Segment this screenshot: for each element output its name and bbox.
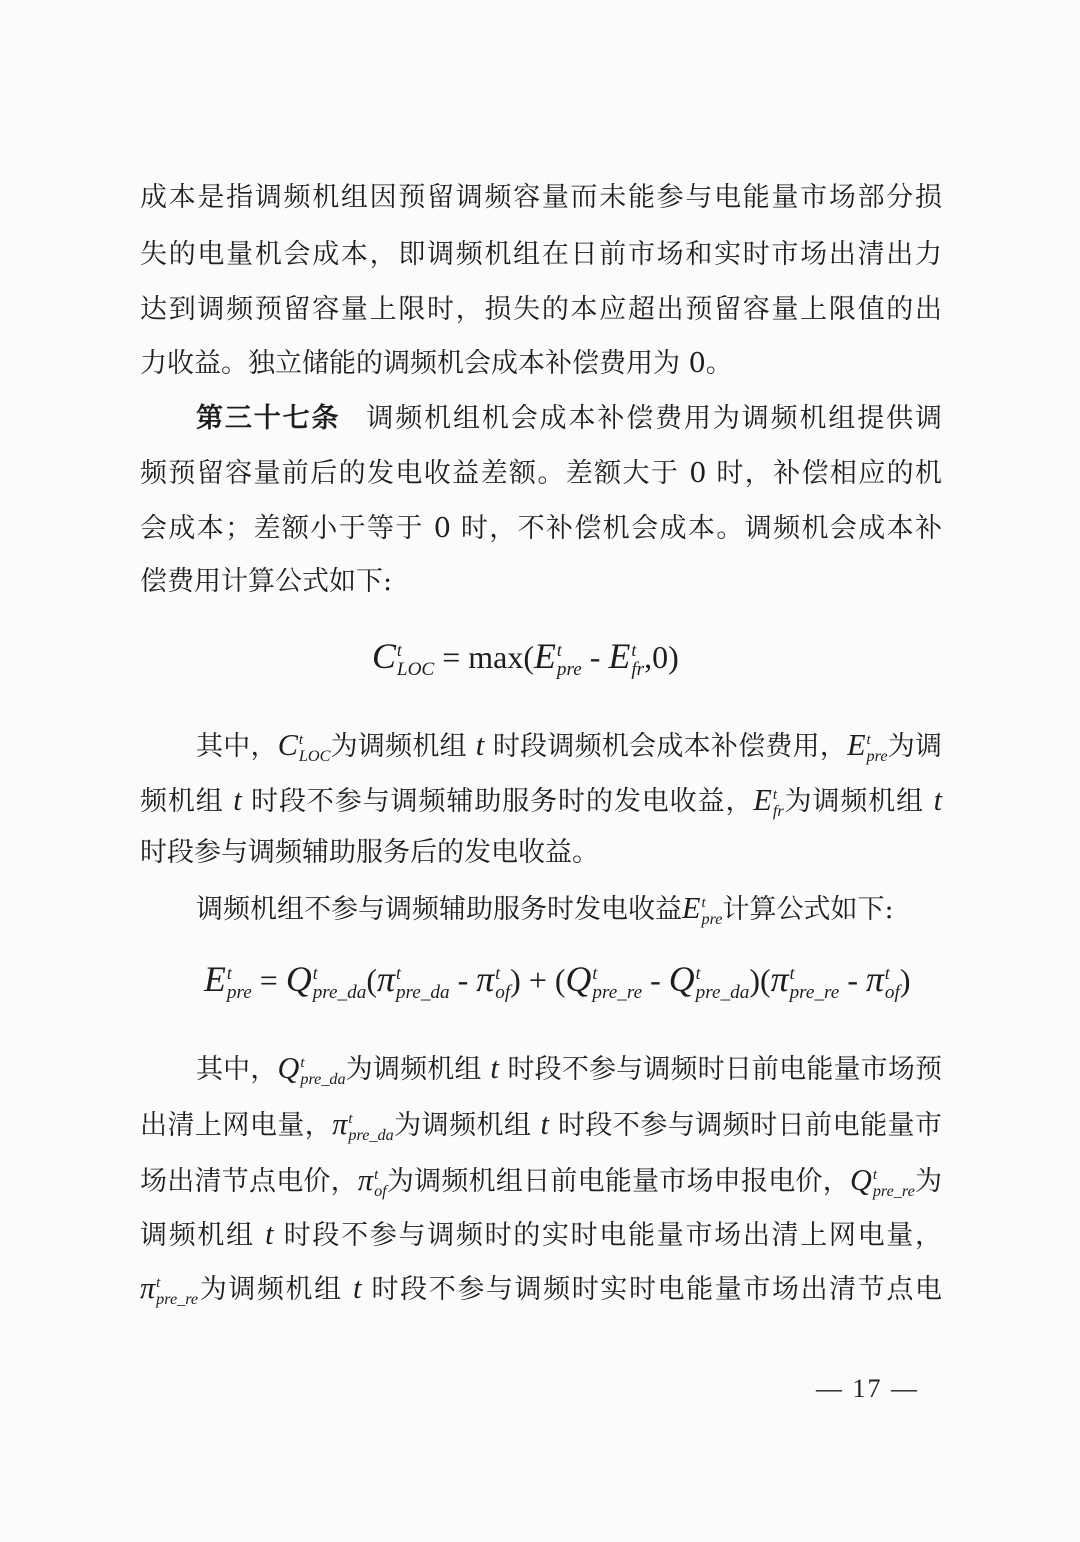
math-symbol (358, 1160, 387, 1201)
math-sup: t (226, 963, 232, 984)
math-sub: pre_re (592, 981, 643, 1003)
math-base: t (490, 1051, 499, 1085)
paragraph-line (140, 562, 942, 602)
math-symbol (866, 955, 900, 1004)
math-symbol (204, 955, 252, 1004)
paragraph-line (140, 1048, 942, 1090)
math-sub: fr (631, 658, 645, 680)
formula-1 (372, 632, 679, 681)
math-scripts (773, 788, 784, 819)
math-scripts (495, 965, 510, 1002)
math-scripts (701, 896, 722, 927)
math-symbol (850, 1160, 915, 1201)
math-base: π (377, 959, 395, 999)
math-base: t (540, 1107, 549, 1141)
math-base: Q (285, 959, 312, 999)
text-run: 场出清节点电价， (140, 1166, 358, 1197)
text-run: - (581, 639, 609, 675)
math-sup: t (872, 1167, 877, 1184)
math-scripts (156, 1276, 198, 1307)
paragraph-line (140, 399, 942, 439)
math-base: π (357, 1163, 374, 1197)
math-symbol (847, 725, 887, 766)
math-scripts (885, 965, 900, 1002)
math-symbol (476, 955, 510, 1004)
math-scripts (374, 1168, 387, 1199)
math-base: Q (565, 959, 592, 999)
text-run: 计算公式如下: (722, 894, 894, 925)
math-sub: pre_re (156, 1290, 199, 1309)
paragraph-line (140, 888, 942, 930)
math-scripts (592, 965, 642, 1002)
math-symbol (372, 632, 434, 681)
text-run: = (251, 962, 286, 998)
page-number: — 17 — (816, 1374, 919, 1403)
text-run: ( (366, 962, 377, 998)
math-scripts (790, 965, 840, 1002)
math-symbol (682, 888, 722, 929)
text-run: 出清上网电量， (140, 1110, 333, 1141)
math-symbol (332, 1104, 393, 1145)
math-sup: t (866, 732, 871, 749)
math-symbol (278, 725, 331, 766)
math-scripts (867, 733, 888, 764)
paragraph-line (140, 725, 942, 767)
math-symbol (490, 1048, 498, 1089)
math-symbol (233, 780, 241, 821)
math-sub: pre (866, 747, 888, 766)
math-scripts (631, 642, 644, 679)
math-symbol (541, 1104, 549, 1145)
text-run: 会成本；差额小于等于 0 时，不补偿机会成本。调频机会成本补 (140, 513, 942, 544)
math-sup: t (312, 963, 318, 984)
math-sub: pre (556, 658, 582, 680)
math-base: t (265, 1217, 274, 1251)
math-sup: t (695, 963, 701, 984)
math-scripts (396, 965, 450, 1002)
math-sup: t (884, 963, 890, 984)
paragraph-line (140, 509, 942, 549)
text-run: ) + ( (510, 962, 566, 998)
math-symbol (669, 955, 750, 1004)
math-sup: t (701, 895, 706, 912)
math-sub: pre_da (695, 981, 750, 1003)
text-run: 调频机组不参与调频辅助服务时发电收益 (196, 894, 682, 925)
math-sup: t (298, 732, 304, 749)
math-sub: fr (772, 802, 784, 821)
math-base: E (608, 636, 631, 676)
math-base: Q (668, 959, 695, 999)
text-run: 为 (914, 1166, 943, 1197)
text-run: 成本是指调频机组因预留调频容量而未能参与电能量市场部分损 (140, 182, 942, 213)
math-base: t (352, 1271, 362, 1305)
math-sub: pre_da (312, 981, 367, 1003)
math-sup: t (395, 963, 401, 984)
math-sup: t (772, 787, 777, 804)
math-sub: pre_da (300, 1070, 346, 1089)
math-scripts (300, 1056, 345, 1087)
math-scripts (313, 965, 367, 1002)
math-base: t (233, 783, 242, 817)
math-scripts (696, 965, 750, 1002)
text-run: 其中， (196, 1054, 278, 1085)
text-run: ,0) (644, 639, 679, 675)
text-run: 频机组 (140, 786, 234, 817)
math-sub: pre (701, 910, 723, 929)
math-sub: of (495, 981, 511, 1003)
text-run: 为调频机组 (345, 1054, 491, 1085)
math-sub: pre (226, 981, 252, 1003)
math-base: Q (849, 1163, 872, 1197)
math-sup: t (631, 640, 637, 661)
paragraph-line (140, 1268, 942, 1310)
paragraph-line (140, 833, 942, 873)
text-run: 偿费用计算公式如下: (140, 566, 393, 597)
article-heading: 第三十七条 (196, 403, 341, 434)
math-scripts (299, 733, 331, 764)
math-base: E (847, 728, 866, 762)
math-base: π (476, 959, 495, 999)
math-base: C (372, 636, 396, 676)
math-base: Q (277, 1051, 300, 1085)
text-run: - (839, 962, 866, 998)
math-base: E (204, 959, 226, 999)
math-base: E (534, 636, 556, 676)
math-sub: of (884, 981, 900, 1003)
paragraph-line (140, 344, 942, 384)
text-run: )( (749, 962, 771, 998)
math-sub: pre_da (395, 981, 450, 1003)
math-sub: LOC (396, 658, 435, 680)
math-sub: pre_re (789, 981, 840, 1003)
math-base: π (865, 959, 884, 999)
math-sup: t (592, 963, 598, 984)
paragraph-line (140, 178, 942, 218)
text-run: 失的电量机会成本，即调频机组在日前市场和实时市场出清出力 (140, 239, 942, 270)
paragraph-line (140, 780, 942, 822)
text-run: 时段不参与调频时日前电能量市 (548, 1110, 942, 1141)
math-symbol (753, 780, 783, 821)
text-run: 为调 (887, 731, 942, 762)
math-base: π (332, 1107, 348, 1141)
paragraph-line (140, 1214, 942, 1256)
text-run: 时段不参与调频时的实时电能量市场出清上网电量， (273, 1220, 942, 1251)
math-base: E (682, 891, 701, 925)
text-run: 力收益。独立储能的调频机会成本补偿费用为 0。 (140, 348, 733, 379)
math-sub: of (374, 1182, 387, 1201)
text-run: - (449, 962, 477, 998)
math-sup: t (374, 1167, 379, 1184)
paragraph-line (140, 235, 942, 275)
text-run: ) (899, 962, 911, 998)
paragraph-line (140, 1160, 942, 1202)
math-base: t (475, 728, 485, 762)
math-symbol (286, 955, 367, 1004)
math-sub: pre_da (348, 1126, 394, 1145)
math-scripts (348, 1112, 393, 1143)
math-symbol (566, 955, 643, 1004)
math-sup: t (789, 963, 795, 984)
math-symbol (278, 1048, 346, 1089)
math-sup: t (556, 640, 562, 661)
math-symbol (771, 955, 840, 1004)
math-sup: t (348, 1111, 353, 1128)
text-run: 时段不参与调频时实时电能量市场出清节点电 (361, 1274, 942, 1305)
paragraph-line (140, 290, 942, 330)
text-run: 调频机组 (140, 1220, 266, 1251)
text-run: 时段不参与调频辅助服务时的发电收益， (241, 786, 754, 817)
math-sup: t (396, 640, 402, 661)
text-run: 达到调频预留容量上限时，损失的本应超出预留容量上限值的出 (140, 294, 942, 325)
text-run: 时段参与调频辅助服务后的发电收益。 (140, 837, 599, 868)
math-symbol (608, 632, 644, 681)
math-symbol (534, 632, 582, 681)
paragraph-line (140, 1104, 942, 1146)
text-run: 为调频机组 (330, 731, 476, 762)
math-symbol (377, 955, 450, 1004)
text-run: 为调频机组 (393, 1110, 541, 1141)
math-scripts (557, 642, 582, 679)
math-sup: t (300, 1055, 305, 1072)
text-run: 频预留容量前后的发电收益差额。差额大于 0 时，补偿相应的机 (140, 458, 942, 489)
math-sub: pre_re (872, 1182, 915, 1201)
math-scripts (873, 1168, 915, 1199)
text-run: 调频机组机会成本补偿费用为调频机组提供调 (366, 403, 942, 434)
text-run: 为调频机组 (783, 786, 934, 817)
formula-2 (204, 955, 911, 1004)
math-scripts (227, 965, 252, 1002)
math-sup: t (495, 963, 501, 984)
math-base: π (140, 1271, 156, 1305)
math-symbol (934, 780, 942, 821)
text-run: = max( (434, 639, 535, 675)
math-base: t (933, 783, 942, 817)
paragraph-line (140, 454, 942, 494)
math-base: π (770, 959, 789, 999)
math-symbol (476, 725, 484, 766)
math-sub: LOC (298, 747, 331, 766)
math-base: C (277, 728, 298, 762)
text-run: - (642, 962, 669, 998)
math-symbol (140, 1268, 198, 1309)
math-base: E (753, 783, 772, 817)
math-scripts (397, 642, 434, 679)
math-sup: t (156, 1275, 161, 1292)
text-run: 为调频机组 (198, 1274, 353, 1305)
text-run: 为调频机组日前电能量市场申报电价， (386, 1166, 850, 1197)
text-run: 其中， (196, 731, 278, 762)
text-run: 时段调频机会成本补偿费用， (484, 731, 848, 762)
text-run: 时段不参与调频时日前电能量市场预 (498, 1054, 942, 1085)
